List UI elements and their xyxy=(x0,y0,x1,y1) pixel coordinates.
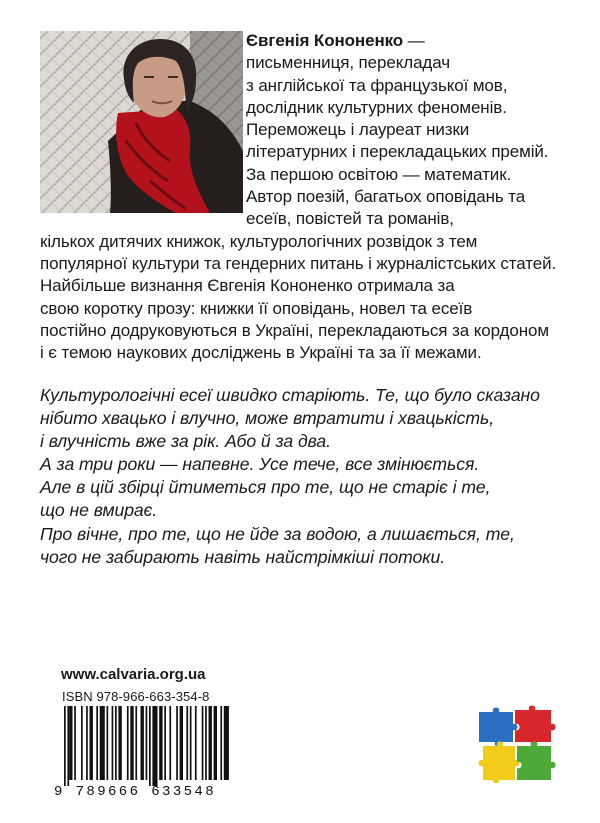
bio-line: дослідник культурних феноменів. xyxy=(246,97,507,117)
bio-line: Автор поезій, багатьох оповідань та xyxy=(246,187,526,207)
bio-line: літературних і перекладацьких премій. xyxy=(246,142,549,162)
blurb-line: Культурологічні есеї швидко старіють. Те, що було сказано xyxy=(40,385,540,405)
puzzle-piece-yellow xyxy=(479,742,520,784)
blurb-line: чого не забирають навіть найстрімкіші потоки. xyxy=(40,546,446,567)
barcode-digits: 9 789666 633548 xyxy=(54,784,217,800)
book-blurb xyxy=(40,384,570,569)
bio-first-line: Євгенія Кононенко — xyxy=(246,31,425,50)
bio-line: письменниця, перекладач xyxy=(246,53,450,73)
blurb-line: нібито хвацько і влучно, може втратити і хвацькість, xyxy=(40,408,495,429)
bio-line: За першою освітою — математик. xyxy=(246,164,512,184)
bio-line: популярної культури та гендерних питань і журналістських статей. xyxy=(40,253,557,273)
bio-line: свою коротку прозу: книжки її оповідань, новел та есеїв xyxy=(40,298,473,318)
blurb-line: що не вмирає. xyxy=(40,500,158,521)
blurb-line: А за три роки — напевне. Усе тече, все змінюється. xyxy=(40,454,480,475)
bio-line: есеїв, повістей та романів, xyxy=(246,209,454,229)
bio-line: Найбільше визнання Євгенія Кононенко отримала за xyxy=(40,276,455,296)
author-bio xyxy=(40,30,562,364)
publisher-website[interactable]: www.calvaria.org.ua xyxy=(61,666,206,683)
publisher-puzzle-logo xyxy=(475,704,557,784)
puzzle-piece-red xyxy=(515,706,556,747)
bio-line: з англійської та французької мов, xyxy=(246,75,508,95)
puzzle-piece-green xyxy=(517,742,556,781)
puzzle-piece-blue xyxy=(479,708,518,747)
bio-line: кількох дитячих книжок, культурологічних розвідок з тем xyxy=(40,231,478,251)
bio-line: Переможець і лауреат низки xyxy=(246,120,470,140)
bio-line: постійно додруковуються в Україні, перекладаються за кордоном xyxy=(40,320,549,340)
blurb-line: і влучність вже за рік. Або й за два. xyxy=(40,431,331,452)
blurb-line: Про вічне, про те, що не йде за водою, а лишається, те, xyxy=(40,523,515,544)
author-name: Євгенія Кононенко xyxy=(246,31,404,50)
blurb-line: Але в цій збірці йтиметься про те, що не старіє і те, xyxy=(40,477,491,498)
photo-space xyxy=(40,30,246,211)
bio-line: і є темою наукових досліджень в Україні та за її межами. xyxy=(40,343,482,363)
isbn-label: ISBN 978-966-663-354-8 xyxy=(62,689,210,704)
